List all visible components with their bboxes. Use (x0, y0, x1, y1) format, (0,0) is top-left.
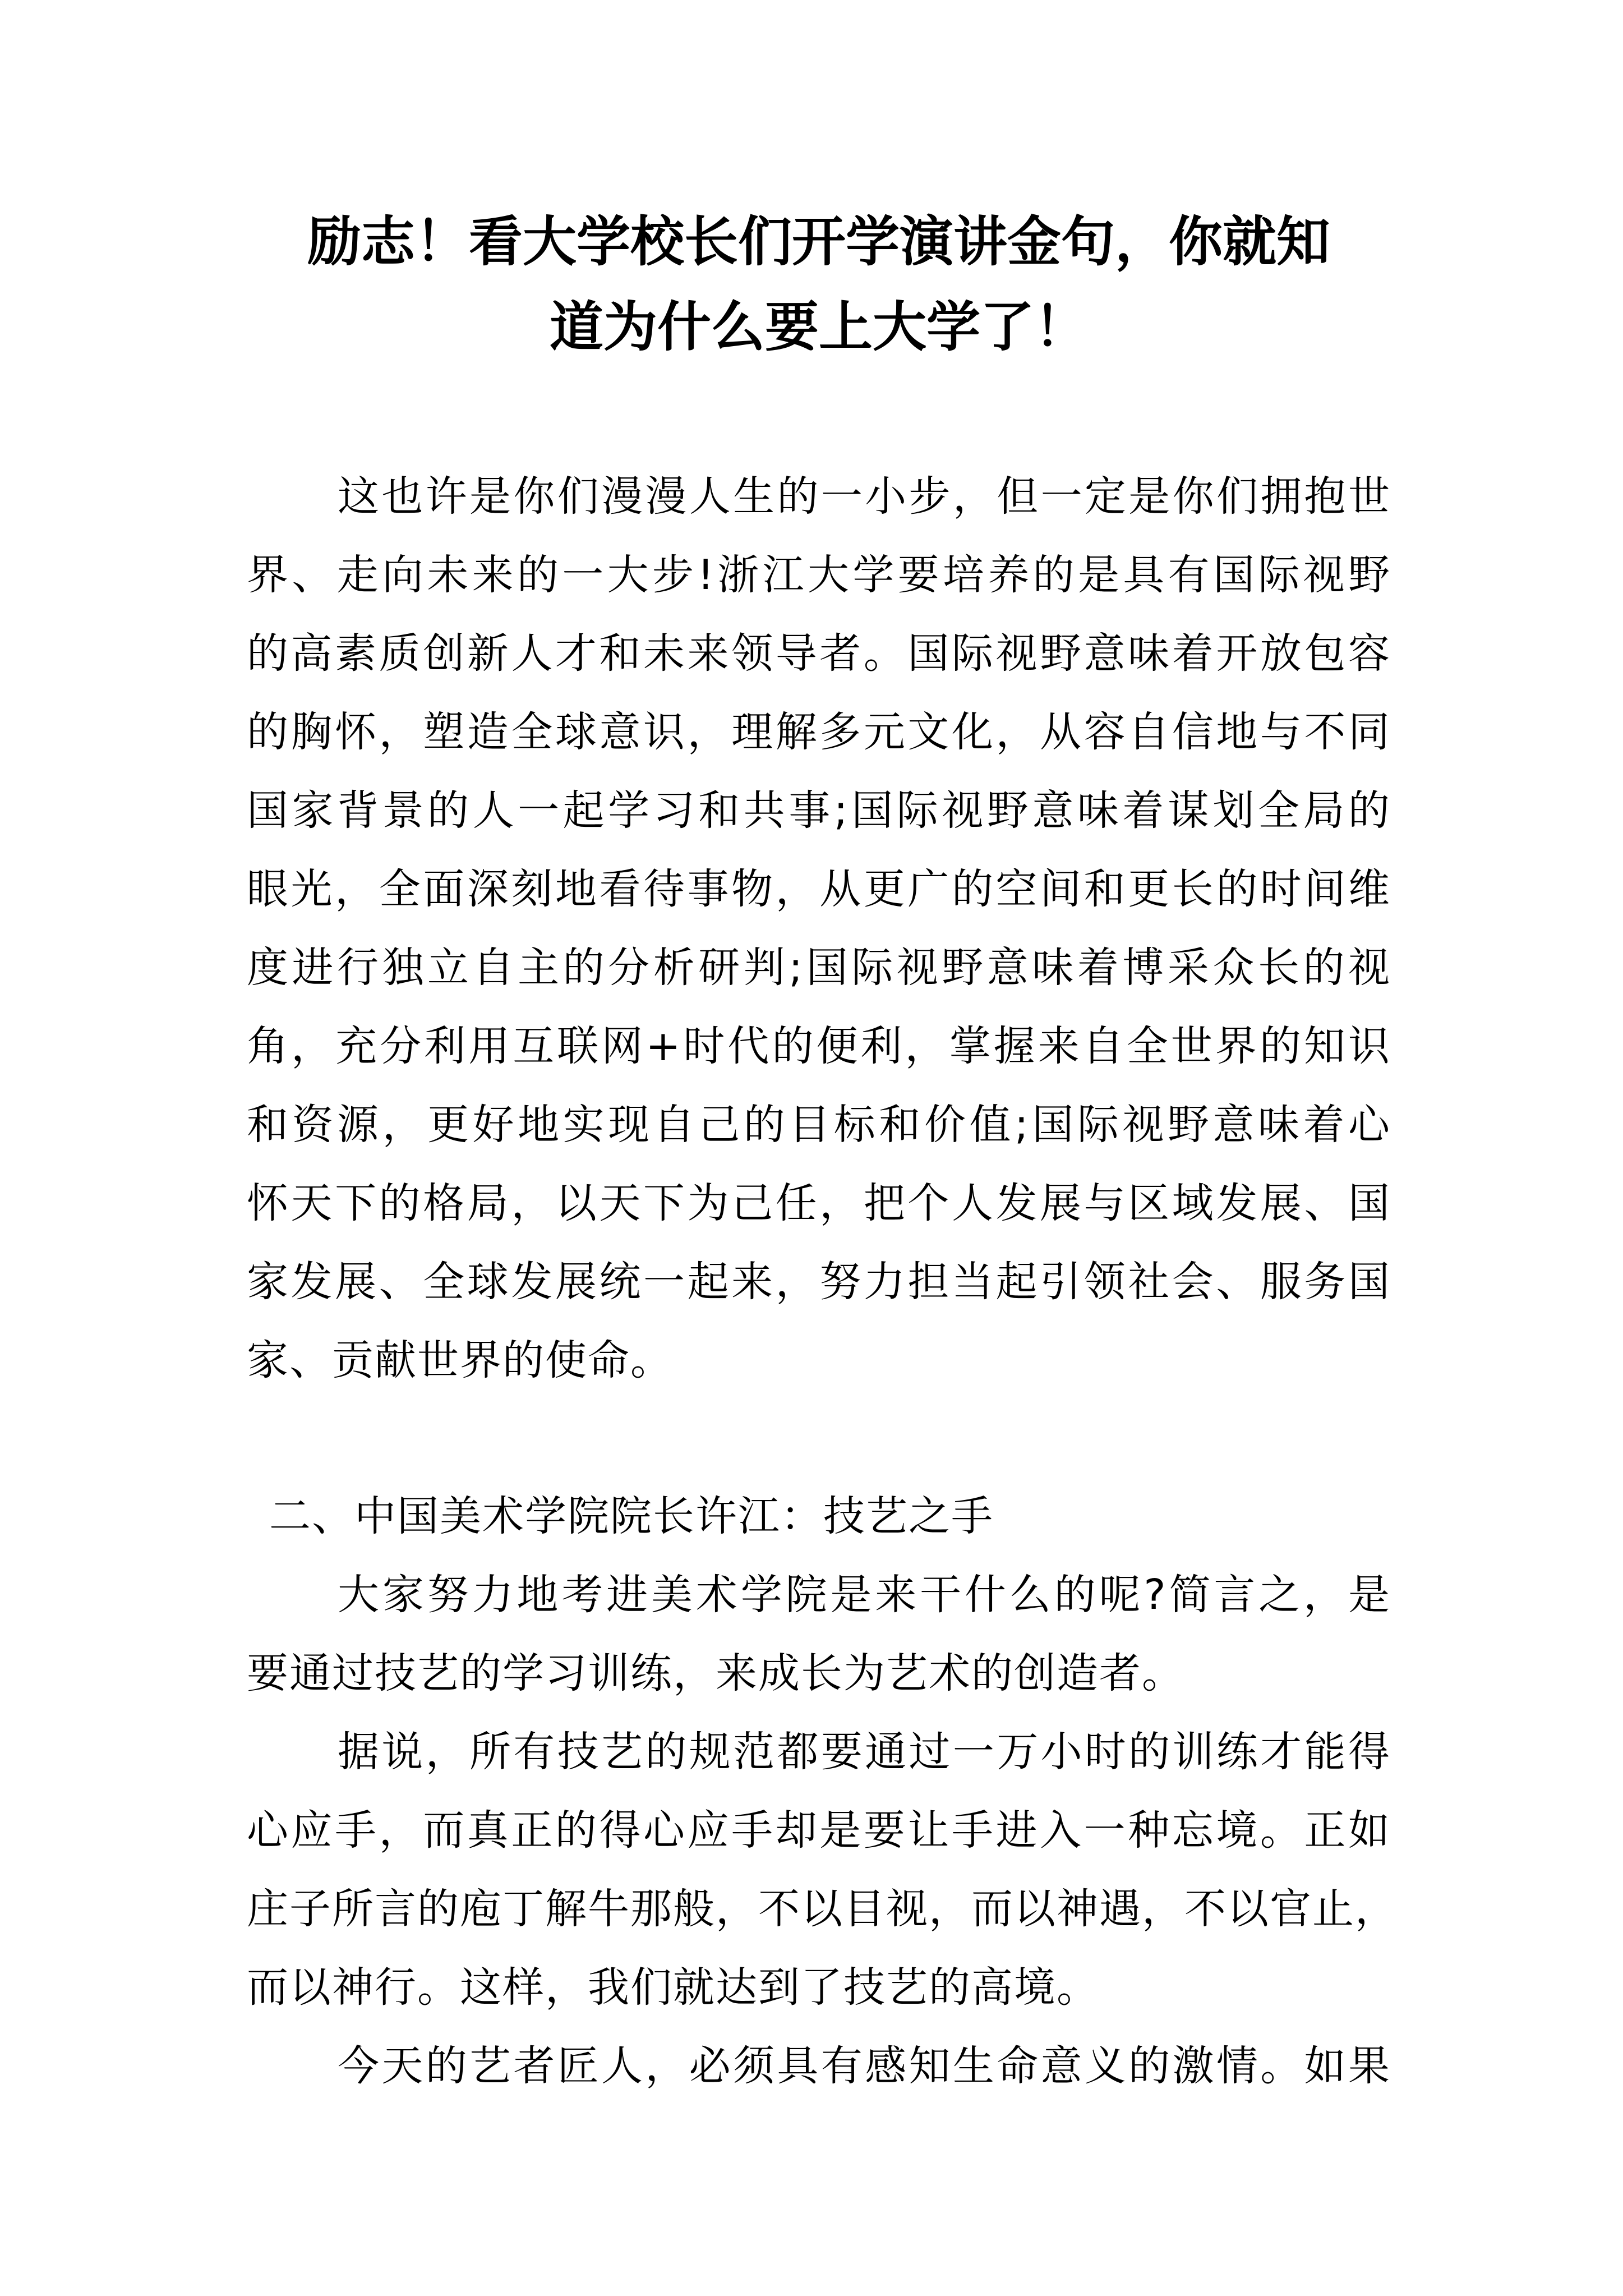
paragraph-1-line: 眼光，全面深刻地看待事物，从更广的空间和更长的时间维 (247, 865, 1391, 913)
paragraph-3-line: 庄子所言的庖丁解牛那般，不以目视，而以神遇，不以官止， (247, 1885, 1398, 1933)
document-title-line-1: 励志！看大学校长们开学演讲金句，你就知 (307, 210, 1330, 273)
paragraph-4-line: 今天的艺者匠人，必须具有感知生命意义的激情。如果 (338, 2042, 1391, 2090)
paragraph-1-line: 怀天下的格局，以天下为己任，把个人发展与区域发展、国 (247, 1179, 1391, 1227)
paragraph-1-line: 的胸怀，塑造全球意识，理解多元文化，从容自信地与不同 (247, 708, 1391, 756)
paragraph-1-line: 家发展、全球发展统一起来，努力担当起引领社会、服务国 (247, 1258, 1391, 1306)
paragraph-1-line: 和资源，更好地实现自己的目标和价值;国际视野意味着心 (247, 1101, 1391, 1149)
paragraph-1-line: 角，充分利用互联网+时代的便利，掌握来自全世界的知识 (247, 1022, 1391, 1070)
paragraph-3-line: 心应手，而真正的得心应手却是要让手进入一种忘境。正如 (247, 1806, 1391, 1855)
paragraph-3-line: 而以神行。这样，我们就达到了技艺的高境。 (247, 1963, 1099, 2012)
section-heading: 二、中国美术学院院长许江：技艺之手 (269, 1492, 994, 1540)
paragraph-1-line: 的高素质创新人才和未来领导者。国际视野意味着开放包容 (247, 629, 1391, 678)
paragraph-1-line: 这也许是你们漫漫人生的一小步，但一定是你们拥抱世 (338, 472, 1391, 521)
document-title-line-2: 道为什么要上大学了！ (550, 295, 1088, 358)
paragraph-1-line: 界、走向未来的一大步!浙江大学要培养的是具有国际视野 (247, 551, 1391, 599)
paragraph-1-line: 国家背景的人一起学习和共事;国际视野意味着谋划全局的 (247, 786, 1391, 835)
paragraph-2-line: 大家努力地考进美术学院是来干什么的呢?简言之，是 (338, 1571, 1391, 1619)
paragraph-2-line: 要通过技艺的学习训练，来成长为艺术的创造者。 (247, 1649, 1184, 1697)
paragraph-1-line: 度进行独立自主的分析研判;国际视野意味着博采众长的视 (247, 944, 1391, 992)
paragraph-1-line: 家、贡献世界的使命。 (247, 1336, 673, 1384)
paragraph-3-line: 据说，所有技艺的规范都要通过一万小时的训练才能得 (338, 1728, 1391, 1776)
